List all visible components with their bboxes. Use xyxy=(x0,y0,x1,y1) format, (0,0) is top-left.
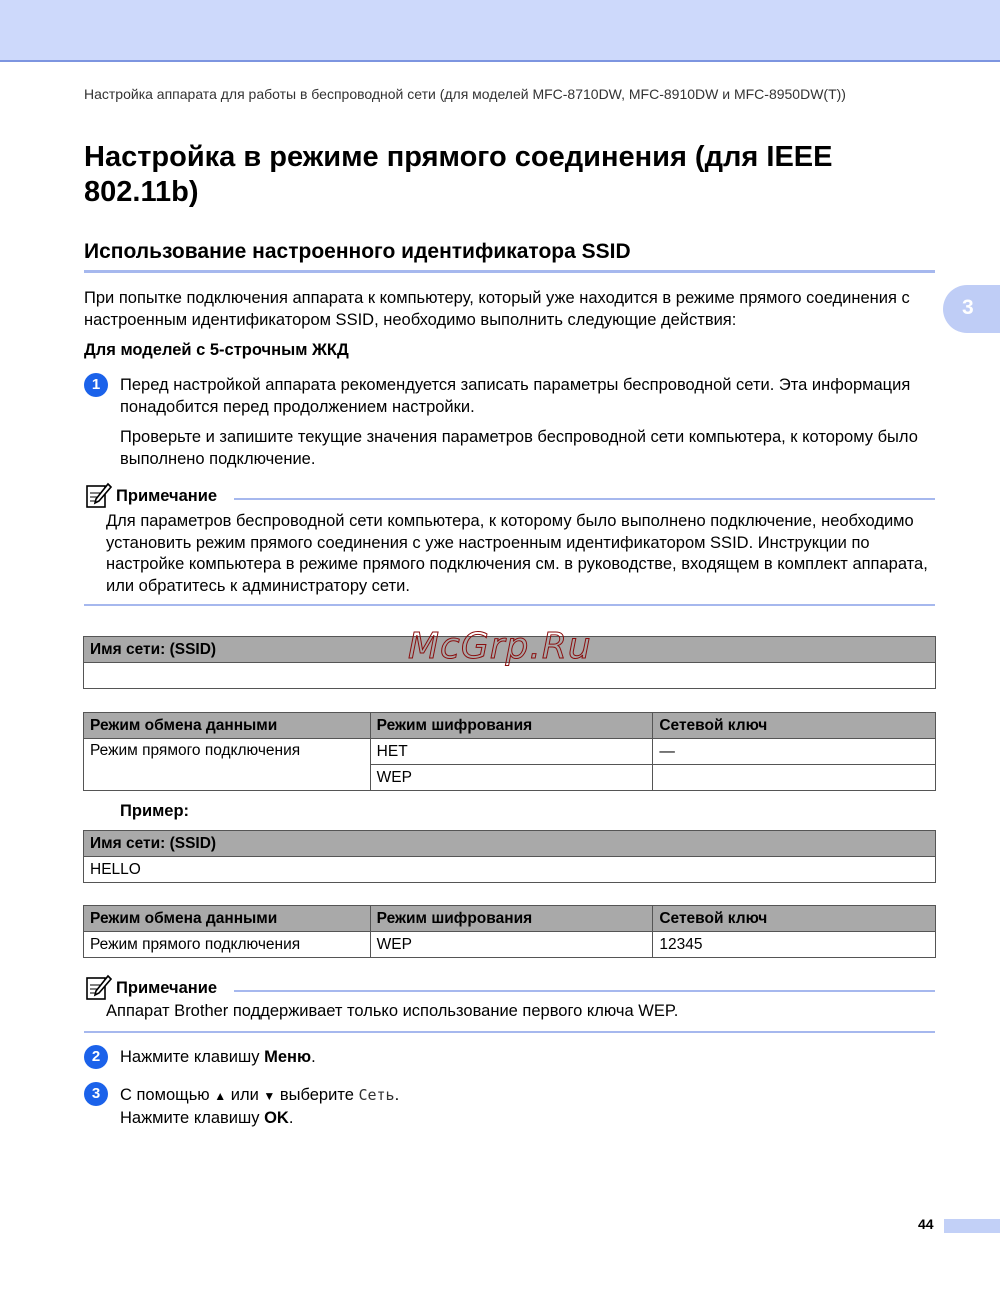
ok-key: OK xyxy=(264,1109,289,1127)
note-1-rule xyxy=(234,498,935,500)
note-2-rule xyxy=(234,990,935,992)
section-title: Использование настроенного идентификатора SSID xyxy=(84,240,935,273)
step-2-suffix: . xyxy=(311,1048,316,1066)
chapter-tab xyxy=(943,285,1000,333)
note-2-bottom-rule xyxy=(84,1031,935,1033)
menu-key: Меню xyxy=(264,1048,312,1066)
step-3-badge: 3 xyxy=(84,1082,108,1106)
example-modes-table xyxy=(83,905,936,958)
example-label: Пример: xyxy=(120,802,190,820)
mode-cell: Режим прямого подключения xyxy=(84,932,371,958)
step-3-prefix: С помощью xyxy=(120,1086,215,1104)
note-1-title: Примечание xyxy=(116,487,218,505)
encryption-cell: WEP xyxy=(370,765,653,791)
step-1-badge: 1 xyxy=(84,373,108,397)
step-1-text: Перед настройкой аппарата рекомендуется записать параметры беспроводной сети. Эта информация понадобится перед продолжением настройки. xyxy=(120,376,911,416)
ssid-table-example xyxy=(83,830,936,883)
page-title: Настройка в режиме прямого соединения (для IEEE 802.11b) xyxy=(84,141,833,208)
note-1-body: Для параметров беспроводной сети компьютера, к которому было выполнено подключение, необходимо установить режим прямого соединения с уже настроенным идентификатором SSID. Инструкции по настройке компьютера в режиме прямого подключения см. в руководстве, входящем в комплект аппарата, или обратитесь к администратору сети. xyxy=(106,512,928,595)
step-3-end: . xyxy=(394,1086,400,1104)
col-header-encryption: Режим шифрования xyxy=(370,906,653,932)
note-1-header xyxy=(84,484,935,510)
ssid-value-example: HELLO xyxy=(84,857,936,883)
watermark: McGrp.Ru xyxy=(408,626,592,667)
mode-cell: Режим прямого подключения xyxy=(84,739,371,791)
step-3-text xyxy=(120,1084,940,1129)
network-menu-item: Сеть xyxy=(358,1086,395,1104)
col-header-mode: Режим обмена данными xyxy=(84,906,371,932)
page-number: 44 xyxy=(918,1216,934,1232)
note-pencil-icon xyxy=(84,482,112,510)
step-2-text xyxy=(120,1046,940,1068)
step-3-line2-prefix: Нажмите клавишу xyxy=(120,1109,265,1127)
intro-paragraph: При попытке подключения аппарата к компьютеру, который уже находится в режиме прямого соединения с настроенным идентификатором SSID, необходимо выполнить следующие действия: xyxy=(84,289,910,329)
models-heading: Для моделей с 5-строчным ЖКД xyxy=(84,341,349,359)
col-header-mode: Режим обмена данными xyxy=(84,713,371,739)
step-3-line2-suffix: . xyxy=(288,1109,294,1127)
step-3-or: или xyxy=(226,1086,264,1104)
top-banner xyxy=(0,0,1000,62)
step-3-choose: выберите xyxy=(275,1086,359,1104)
note-2-body: Аппарат Brother поддерживает только использование первого ключа WEP. xyxy=(106,1002,679,1020)
note-1-bottom-rule xyxy=(84,604,935,606)
note-2-header xyxy=(84,976,935,1002)
col-header-key: Сетевой ключ xyxy=(653,713,936,739)
chapter-number: 3 xyxy=(962,296,974,319)
col-header-key: Сетевой ключ xyxy=(653,906,936,932)
ssid-header: Имя сети: (SSID) xyxy=(84,637,936,663)
key-cell: — xyxy=(653,739,936,765)
note-2-title: Примечание xyxy=(116,979,218,997)
encryption-cell: НЕТ xyxy=(370,739,653,765)
modes-table xyxy=(83,712,936,791)
running-header: Настройка аппарата для работы в беспроводной сети (для моделей MFC-8710DW, MFC-8910DW и MFC-8950DW(T)) xyxy=(84,86,846,102)
step-2-badge: 2 xyxy=(84,1045,108,1069)
up-arrow-icon: ▲ xyxy=(214,1089,227,1103)
step-2-prefix: Нажмите клавишу xyxy=(120,1048,265,1066)
key-cell xyxy=(653,765,936,791)
key-cell: 12345 xyxy=(653,932,936,958)
note-pencil-icon xyxy=(84,974,112,1002)
ssid-header: Имя сети: (SSID) xyxy=(84,831,936,857)
step-1-text-2: Проверьте и запишите текущие значения параметров беспроводной сети компьютера, к которому было выполнено подключение. xyxy=(120,428,918,468)
encryption-cell: WEP xyxy=(370,932,653,958)
col-header-encryption: Режим шифрования xyxy=(370,713,653,739)
down-arrow-icon: ▼ xyxy=(263,1089,276,1103)
page-number-bar xyxy=(944,1219,1000,1233)
